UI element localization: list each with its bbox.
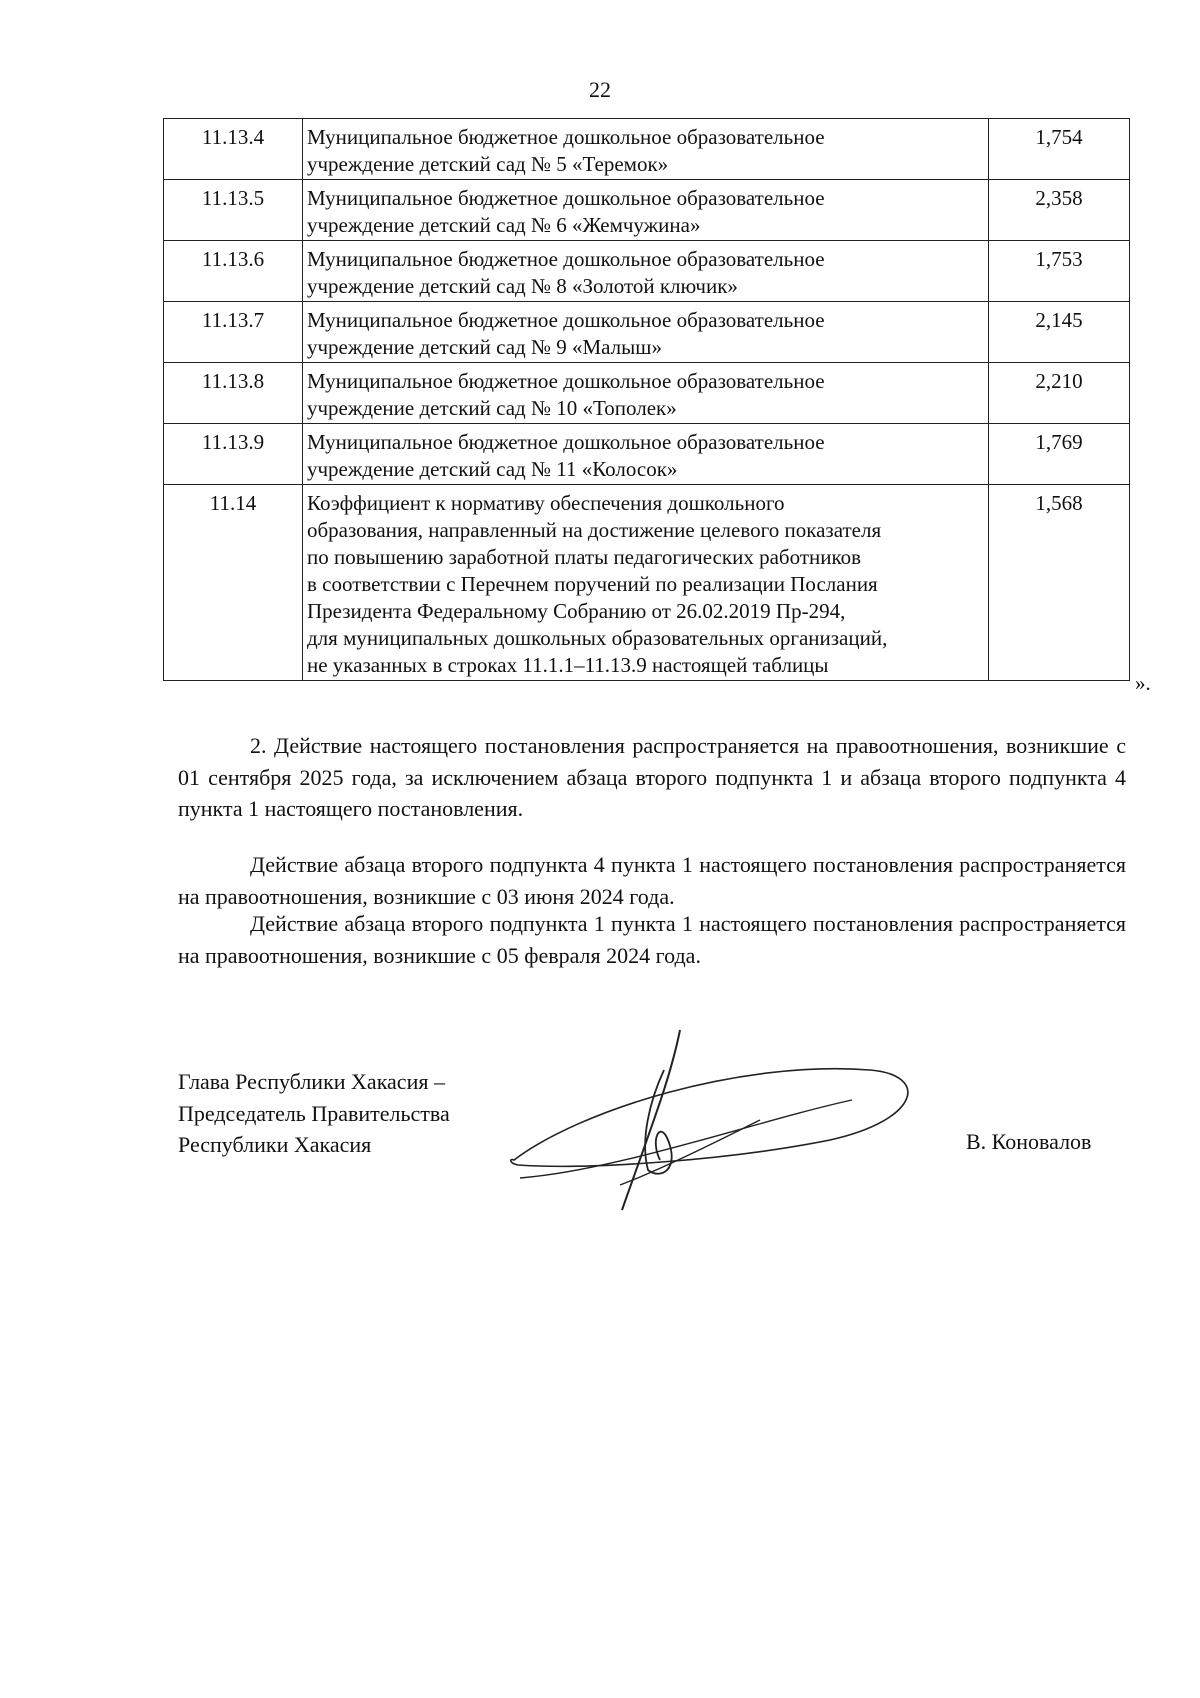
table-row [164, 424, 1130, 485]
signer-name: В. Коновалов [966, 1129, 1092, 1154]
row-value: 1,754 [989, 119, 1130, 180]
closing-quote-mark: ». [1135, 671, 1151, 695]
row-name [303, 119, 989, 180]
paragraph-2-text: 2. Действие настоящего постановления распространяется на правоотношения, возникшие с 01 сентября 2025 года, за исключением абзаца второго подпункта 1 и абзаца второго подпункта 4 пункта 1 настоящего постановления. [178, 733, 1126, 821]
row-value: 2,358 [989, 180, 1130, 241]
table-row [164, 302, 1130, 363]
row-name-line: Муниципальное бюджетное дошкольное образовательное [307, 369, 825, 393]
row-number: 11.13.9 [164, 424, 303, 485]
row-number: 11.13.6 [164, 241, 303, 302]
row-name [303, 241, 989, 302]
row-value: 1,769 [989, 424, 1130, 485]
table-row [164, 180, 1130, 241]
row-number: 11.14 [164, 485, 303, 681]
row-name [303, 180, 989, 241]
page-number: 22 [589, 77, 611, 102]
row-name [303, 485, 989, 681]
row-name-line: учреждение детский сад № 9 «Малыш» [307, 335, 662, 359]
row-name [303, 363, 989, 424]
row-name-line: учреждение детский сад № 10 «Тополек» [307, 396, 677, 420]
row-name-line: Президента Федеральному Собранию от 26.02.2019 Пр-294, [307, 599, 846, 623]
row-name-line: Муниципальное бюджетное дошкольное образовательное [307, 430, 825, 454]
row-name-line: Коэффициент к нормативу обеспечения дошкольного [307, 491, 785, 515]
row-name-line: в соответствии с Перечнем поручений по реализации Послания [307, 572, 878, 596]
row-name-line: учреждение детский сад № 11 «Колосок» [307, 457, 678, 481]
table-row [164, 363, 1130, 424]
row-number: 11.13.7 [164, 302, 303, 363]
row-name-line: учреждение детский сад № 6 «Жемчужина» [307, 213, 701, 237]
row-value: 2,145 [989, 302, 1130, 363]
row-value: 1,568 [989, 485, 1130, 681]
table-row [164, 119, 1130, 180]
row-name-line: Муниципальное бюджетное дошкольное образовательное [307, 186, 825, 210]
table-row [164, 485, 1130, 681]
paragraph-4-text: Действие абзаца второго подпункта 1 пункта 1 настоящего постановления распространяется на правоотношения, возникшие с 05 февраля 2024 года. [178, 911, 1126, 968]
row-name-line: учреждение детский сад № 5 «Теремок» [307, 152, 669, 176]
row-number: 11.13.4 [164, 119, 303, 180]
signer-title-line: Глава Республики Хакасия – [178, 1069, 445, 1094]
paragraph-3 [178, 849, 1126, 912]
row-name-line: учреждение детский сад № 8 «Золотой ключик» [307, 274, 738, 298]
row-name-line: не указанных в строках 11.1.1–11.13.9 настоящей таблицы [307, 653, 829, 677]
paragraph-2 [178, 730, 1126, 825]
table-body [164, 119, 1130, 681]
signer-title-line: Республики Хакасия [178, 1132, 372, 1157]
row-number: 11.13.5 [164, 180, 303, 241]
coefficient-table [163, 118, 1130, 681]
row-name-line: Муниципальное бюджетное дошкольное образовательное [307, 125, 825, 149]
row-value: 2,210 [989, 363, 1130, 424]
row-name-line: образования, направленный на достижение целевого показателя [307, 518, 882, 542]
signer-title-line: Председатель Правительства [178, 1100, 450, 1126]
signer-title [178, 1066, 450, 1161]
row-value: 1,753 [989, 241, 1130, 302]
row-name-line: Муниципальное бюджетное дошкольное образовательное [307, 247, 825, 271]
paragraph-3-text: Действие абзаца второго подпункта 4 пункта 1 настоящего постановления распространяется на правоотношения, возникшие с 03 июня 2024 года. [178, 852, 1126, 909]
row-number: 11.13.8 [164, 363, 303, 424]
paragraph-4 [178, 908, 1126, 971]
table-row [164, 241, 1130, 302]
row-name [303, 302, 989, 363]
row-name [303, 424, 989, 485]
row-name-line: для муниципальных дошкольных образовательных организаций, [307, 626, 888, 650]
row-name-line: по повышению заработной платы педагогических работников [307, 545, 862, 569]
row-name-line: Муниципальное бюджетное дошкольное образовательное [307, 308, 825, 332]
handwritten-signature [500, 1020, 940, 1220]
